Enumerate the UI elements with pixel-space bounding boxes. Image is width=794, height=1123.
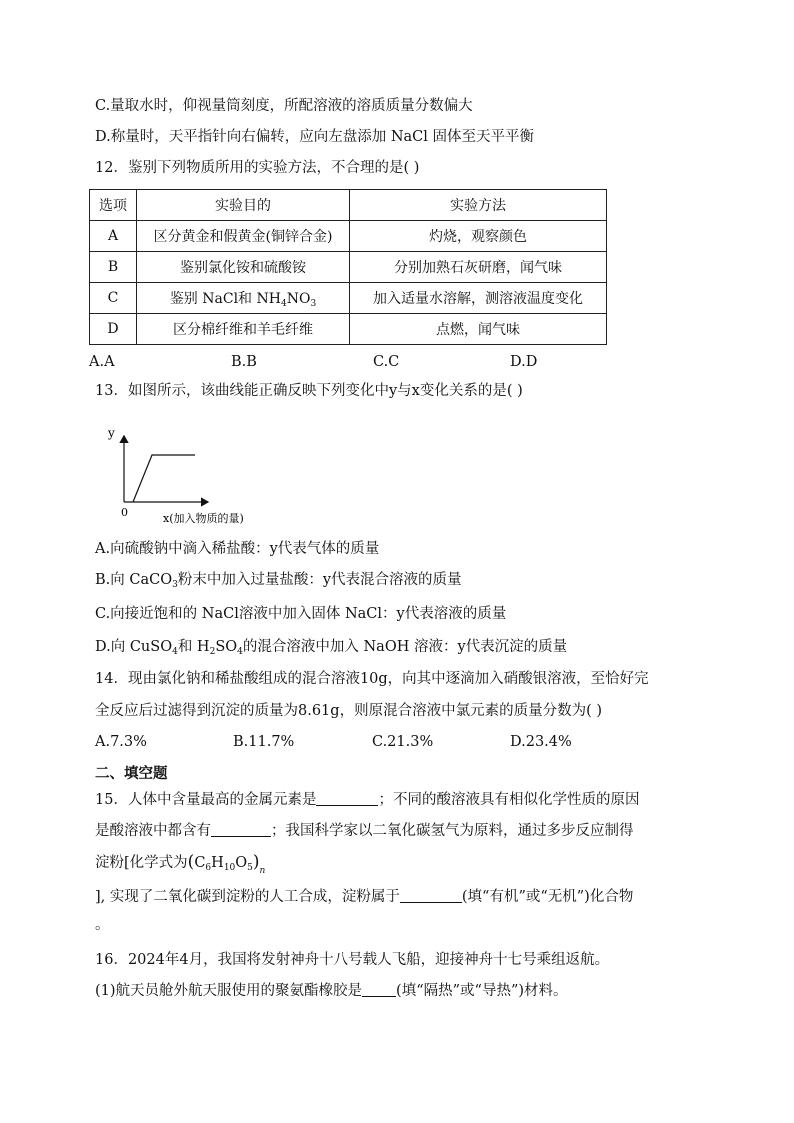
subscript: 3 bbox=[172, 580, 178, 590]
q16-text: (1)航天员舱外航天服使用的聚氨酯橡胶是 bbox=[95, 983, 363, 999]
table-cell: 分别加熟石灰研磨，闻气味 bbox=[350, 252, 607, 283]
subscript: 4 bbox=[237, 647, 243, 657]
table-cell: B bbox=[90, 252, 137, 283]
table-cell: 区分棉纤维和羊毛纤维 bbox=[137, 314, 350, 345]
paren-close: ) bbox=[252, 852, 260, 872]
q16-part1 bbox=[95, 981, 568, 1001]
q14-answer-c: C.21.3% bbox=[372, 734, 434, 750]
origin-label: 0 bbox=[121, 506, 128, 519]
option-text: 的混合溶液中加入 NaOH 溶液：y代表沉淀的质量 bbox=[242, 639, 568, 655]
table-row bbox=[90, 252, 607, 283]
q13-option-b bbox=[95, 570, 462, 595]
table-cell bbox=[137, 283, 350, 314]
q15-text: 淀粉[化学式为 bbox=[95, 855, 188, 871]
x-axis-label: x(加入物质的量) bbox=[163, 512, 244, 525]
section-title: 二、填空题 bbox=[95, 765, 168, 782]
q13-option-d bbox=[95, 637, 567, 662]
subscript: 4 bbox=[172, 647, 178, 657]
table-header-row bbox=[90, 190, 607, 221]
table-row bbox=[90, 314, 607, 345]
q12-answer-c: C.C bbox=[373, 354, 400, 370]
table-cell: 鉴别氯化铵和硫酸铵 bbox=[137, 252, 350, 283]
option-text: 粉末中加入过量盐酸：y代表混合溶液的质量 bbox=[177, 572, 462, 588]
q15-line4 bbox=[95, 887, 633, 907]
table-cell: D bbox=[90, 314, 137, 345]
answer-blank[interactable] bbox=[362, 982, 396, 997]
q13-stem: 13．如图所示，该曲线能正确反映下列变化中y与x变化关系的是( ) bbox=[95, 383, 523, 399]
subscript: 2 bbox=[209, 647, 216, 657]
q14-stem-line1: 14．现由氯化钠和稀盐酸组成的混合溶液10g，向其中逐滴加入硝酸银溶液，至恰好完 bbox=[95, 671, 649, 687]
subscript: n bbox=[259, 866, 266, 876]
option-text: D.向 CuSO bbox=[95, 639, 173, 655]
q12-answer-d: D.D bbox=[510, 354, 538, 370]
table-header: 实验方法 bbox=[350, 190, 607, 221]
q11-option-c: C.量取水时，仰视量筒刻度，所配溶液的溶质质量分数偏大 bbox=[95, 98, 473, 114]
q12-table bbox=[89, 189, 607, 345]
answer-blank[interactable] bbox=[400, 888, 462, 903]
q13-graph bbox=[100, 420, 270, 528]
formula-text: O bbox=[235, 855, 248, 871]
table-cell: A bbox=[90, 221, 137, 252]
subscript: 10 bbox=[223, 863, 236, 873]
q11-option-d: D.称量时，天平指针向右偏转，应向左盘添加 NaCl 固体至天平平衡 bbox=[95, 129, 534, 145]
table-cell: 灼烧，观察颜色 bbox=[350, 221, 607, 252]
q15-text: 15．人体中含量最高的金属元素是 bbox=[95, 792, 317, 808]
q12-answer-a: A.A bbox=[89, 354, 115, 370]
q15-text: ；不同的酸溶液具有相似化学性质的原因 bbox=[378, 792, 640, 808]
table-row bbox=[90, 221, 607, 252]
q15-text: ；我国科学家以二氧化碳氢气为原料，通过多步反应制得 bbox=[271, 823, 634, 839]
paren-open: ( bbox=[187, 852, 195, 872]
table-header: 选项 bbox=[90, 190, 137, 221]
subscript: 3 bbox=[310, 298, 317, 309]
q13-option-a: A.向硫酸钠中滴入稀盐酸：y代表气体的质量 bbox=[95, 541, 380, 557]
q14-answer-d: D.23.4% bbox=[510, 734, 572, 750]
table-cell: C bbox=[90, 283, 137, 314]
q14-stem-line2: 全反应后过滤得到沉淀的质量为8.61g，则原混合溶液中氯元素的质量分数为( ) bbox=[95, 703, 602, 719]
q12-stem: 12．鉴别下列物质所用的实验方法，不合理的是( ) bbox=[95, 160, 420, 176]
q15-text: (填“有机”或“无机”)化合物 bbox=[461, 889, 634, 905]
formula-text: 鉴别 NaCl和 NH bbox=[169, 290, 281, 307]
q15-line2 bbox=[95, 821, 634, 841]
q14-answer-a: A.7.3% bbox=[95, 734, 147, 750]
q15-line1 bbox=[95, 790, 639, 810]
table-cell: 点燃，闻气味 bbox=[350, 314, 607, 345]
formula-text: NO bbox=[286, 290, 311, 307]
y-axis-label: y bbox=[108, 426, 115, 440]
subscript: 6 bbox=[205, 863, 212, 873]
table-row bbox=[90, 283, 607, 314]
table-cell: 加入适量水溶解，测溶液温度变化 bbox=[350, 283, 607, 314]
q14-answer-b: B.11.7% bbox=[233, 734, 295, 750]
q15-line3 bbox=[95, 852, 265, 881]
subscript: 5 bbox=[247, 863, 253, 873]
q15-text: 是酸溶液中都含有 bbox=[95, 823, 211, 839]
answer-blank[interactable] bbox=[211, 822, 271, 837]
formula-text: H bbox=[211, 855, 224, 871]
q15-text: ], 实现了二氧化碳到淀粉的人工合成，淀粉属于 bbox=[95, 889, 400, 905]
formula-text: C bbox=[194, 855, 206, 871]
option-text: SO bbox=[215, 639, 238, 655]
q15-line5: 。 bbox=[95, 917, 110, 933]
option-text: B.向 CaCO bbox=[95, 572, 173, 588]
curve-line bbox=[133, 455, 195, 502]
answer-blank[interactable] bbox=[316, 791, 378, 806]
table-cell: 区分黄金和假黄金(铜锌合金) bbox=[137, 221, 350, 252]
q12-answer-b: B.B bbox=[231, 354, 257, 370]
option-text: 和 H bbox=[177, 639, 210, 655]
q16-text: (填“隔热”或“导热”)材料。 bbox=[396, 983, 568, 999]
q16-stem: 16．2024年4月，我国将发射神舟十八号载人飞船，迎接神舟十七号乘组返航。 bbox=[95, 952, 610, 968]
q13-option-c: C.向接近饱和的 NaCl溶液中加入固体 NaCl：y代表溶液的质量 bbox=[95, 606, 507, 622]
table-header: 实验目的 bbox=[137, 190, 350, 221]
subscript: 4 bbox=[280, 298, 287, 309]
